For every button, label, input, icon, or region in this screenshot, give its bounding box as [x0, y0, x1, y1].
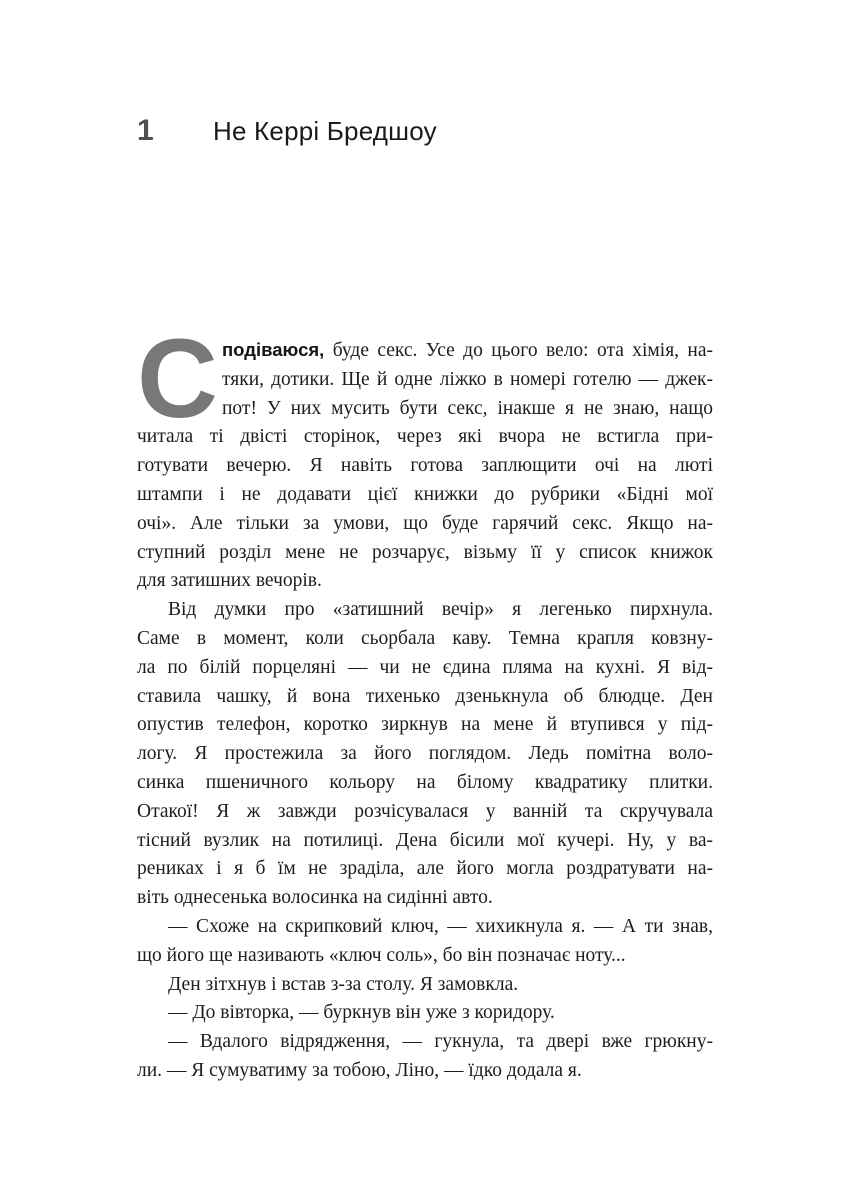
lead-word: подіваюся, [222, 339, 325, 360]
chapter-header [137, 114, 719, 147]
paragraph [137, 1028, 713, 1086]
text-line: ли. — Я сумуватиму за тобою, Ліно, — їдко додала я. [137, 1059, 582, 1081]
text-line: читала ті двісті сторінок, через які вчора не встигла при- [137, 426, 713, 448]
text-line: готувати вечерю. Я навіть готова заплющити очі на люті [137, 455, 713, 477]
text-line: Отакої! Я ж завжди розчісувалася у ванній та скручувала [137, 800, 713, 822]
paragraph [137, 913, 713, 971]
chapter-body [137, 316, 713, 1086]
text-line: що його ще називають «ключ соль», бо він позначає ноту... [137, 944, 626, 966]
text-line: ставила чашку, й вона тихенько дзенькнула об блюдце. Ден [137, 685, 713, 707]
text-line: для затишних вечорів. [137, 570, 322, 592]
paragraph [137, 316, 713, 596]
text-line: — Вдалого відрядження, — гукнула, та двері вже грюкну- [168, 1031, 713, 1053]
text-line: — До вівторка, — буркнув він уже з коридору. [168, 1002, 555, 1024]
paragraph [137, 596, 713, 913]
text-line: синка пшеничного кольору на білому квадратику плитки. [137, 771, 713, 793]
text-line: тяки, дотики. Ще й одне ліжко в номері готелю — джек- [222, 368, 713, 390]
text-line: віть однесенька волосинка на сидінні авто. [137, 887, 493, 909]
text-line: тісний вузлик на потилиці. Дена бісили мої кучері. Ну, у ва- [137, 829, 713, 851]
drop-cap: С [137, 316, 218, 441]
text-line: очі». Але тільки за умови, що буде гарячий секс. Якщо на- [137, 512, 713, 534]
text-line: ступний розділ мене не розчарує, візьму її у список книжок [137, 541, 713, 563]
chapter-title: Не Керрі Бредшоу [213, 116, 437, 146]
text-line: подіваюся, буде секс. Усе до цього вело: ота хімія, на- [222, 339, 713, 361]
text-line: Саме в момент, коли сьорбала каву. Темна крапля ковзну- [137, 627, 713, 649]
text-line: рениках і я б їм не зраділа, але його могла роздратувати на- [137, 858, 713, 880]
text-line: опустив телефон, коротко зиркнув на мене й втупився у під- [137, 714, 713, 736]
text-line: ла по білій порцеляні — чи не єдина пляма на кухні. Я від- [137, 656, 713, 678]
chapter-number: 1 [137, 114, 154, 147]
paragraph [137, 971, 713, 1000]
text-line: штампи і не додавати цієї книжки до рубрики «Бідні мої [137, 483, 713, 505]
text-line: Від думки про «затишний вечір» я легенько пирхнула. [168, 599, 713, 621]
paragraph [137, 999, 713, 1028]
text-line: логу. Я простежила за його поглядом. Ледь помітна воло- [137, 743, 713, 765]
text-line: пот! У них мусить бути секс, інакше я не знаю, нащо [222, 397, 713, 419]
text-line: — Схоже на скрипковий ключ, — хихикнула я. — А ти знав, [168, 915, 713, 937]
text-line: Ден зітхнув і встав з-за столу. Я замовкла. [168, 973, 519, 995]
